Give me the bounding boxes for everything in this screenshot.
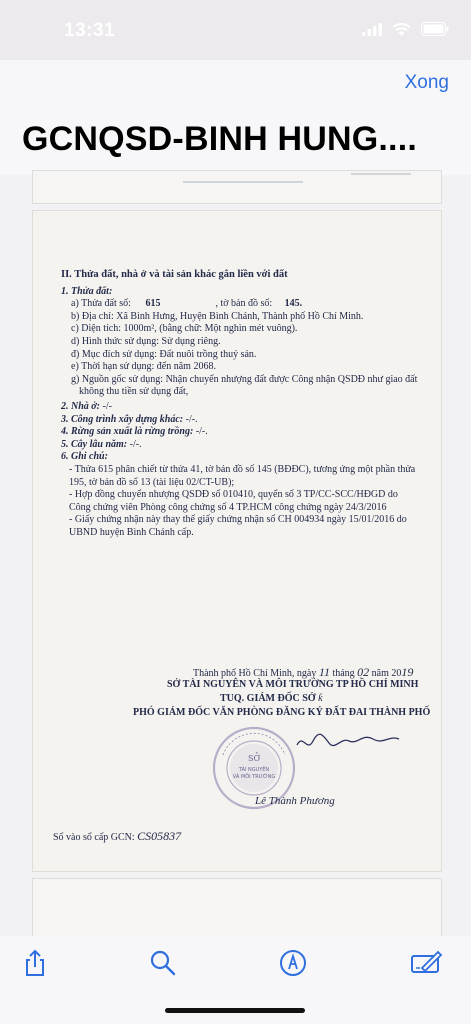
cellular-signal-icon <box>362 23 382 36</box>
battery-icon <box>421 22 449 36</box>
note-2-cont: Công chứng viên Phòng công chứng số 4 TP.HCM công chứng ngày 24/3/2016 <box>69 501 387 513</box>
previous-page-thumbnail[interactable] <box>32 170 442 204</box>
nav-bar <box>0 60 471 175</box>
perennial-label: 5. Cây lâu năm: <box>61 438 128 450</box>
page-fragment-line <box>351 173 411 175</box>
markup-icon[interactable] <box>278 948 308 978</box>
house-value: -/- <box>99 400 112 412</box>
next-page-thumbnail[interactable] <box>32 878 442 940</box>
map-sheet-label: , tờ bản đồ số: <box>215 298 273 310</box>
status-icons <box>362 22 449 36</box>
edit-icon[interactable] <box>410 948 444 978</box>
bottom-toolbar <box>0 936 471 1024</box>
share-icon[interactable] <box>20 948 50 978</box>
area-line: c) Diện tích: 1000m², (bằng chữ: Một nghìn mét vuông). <box>71 323 298 335</box>
svg-text:TÀI NGUYÊN: TÀI NGUYÊN <box>238 767 270 773</box>
certificate-register-value: CS05837 <box>137 829 182 843</box>
note-1-cont: 195, tờ bản đồ số 13 (tài liệu 02/CT-UB); <box>69 476 235 488</box>
issuing-organization: SỞ TÀI NGUYÊN VÀ MÔI TRƯỜNG TP HỒ CHÍ MINH <box>167 679 419 690</box>
issue-year: 19 <box>401 665 414 679</box>
note-3-cont: UBND huyện Bình Chánh cấp. <box>69 526 194 538</box>
other-works-label: 3. Công trình xây dựng khác: <box>61 413 184 425</box>
authorization-text: TUQ. GIÁM ĐỐC SỞ <box>220 693 316 704</box>
notes-heading: 6. Ghi chú: <box>61 451 108 463</box>
parcel-number-label: a) Thửa đất số: <box>71 298 131 310</box>
signer-name: Lê Thành Phương <box>255 795 335 807</box>
other-works-line <box>61 414 433 427</box>
perennial-line <box>61 439 433 452</box>
map-sheet-value: 145. <box>284 298 303 310</box>
document-title: GCNQSD-BINH HUNG.... <box>22 120 417 158</box>
issue-year-label: năm 20 <box>371 668 402 679</box>
issue-place: Thành phố Hồ Chí Minh, ngày <box>193 668 317 679</box>
forest-value: -/-. <box>193 426 208 438</box>
note-1: - Thửa 615 phân chiết từ thửa 41, tờ bản đồ số 145 (BĐĐC), tương ứng một phần thửa <box>69 463 416 475</box>
house-label: 2. Nhà ở: <box>61 400 100 412</box>
forest-line <box>61 426 433 439</box>
issue-month-label: tháng <box>332 668 355 679</box>
svg-text:VÀ MÔI TRƯỜNG: VÀ MÔI TRƯỜNG <box>232 774 276 780</box>
note-2: - Hợp đồng chuyển nhượng QSDĐ số 010410, quyển số 3 TP/CC-SCC/HĐGD do <box>69 489 398 501</box>
document-page[interactable] <box>32 210 442 872</box>
status-time: 13:31 <box>64 20 116 41</box>
note-3: - Giấy chứng nhận này thay thế giấy chứng nhận số CH 004934 ngày 15/01/2016 do <box>69 514 407 526</box>
parcel-number-line <box>61 298 433 311</box>
perennial-value: -/-. <box>127 438 142 450</box>
search-icon[interactable] <box>148 948 178 978</box>
issue-month: 02 <box>357 665 370 679</box>
document-body <box>61 269 433 539</box>
signer-position: PHÓ GIÁM ĐỐC VĂN PHÒNG ĐĂNG KÝ ĐẤT ĐAI THÀNH PHỐ <box>133 707 431 718</box>
section-land-parcel: 1. Thửa đất: <box>61 285 113 297</box>
issue-date-line <box>193 665 413 680</box>
parcel-number-value: 615 <box>145 298 161 310</box>
certificate-register-label: Số vào sổ cấp GCN: <box>53 832 135 843</box>
wifi-icon <box>392 22 411 36</box>
page-fragment-line <box>183 181 303 183</box>
house-line <box>61 401 433 414</box>
usage-term-line: e) Thời hạn sử dụng: đến năm 2068. <box>71 361 216 373</box>
usage-form-line: d) Hình thức sử dụng: Sử dụng riêng. <box>71 335 221 347</box>
handwritten-signature <box>293 727 403 757</box>
forest-label: 4. Rừng sản xuất là rừng trồng: <box>61 426 194 438</box>
origin-line: g) Nguồn gốc sử dụng: Nhận chuyển nhượng đất được Công nhận QSDĐ như giao đất <box>71 373 418 385</box>
status-bar <box>0 0 471 60</box>
home-indicator <box>165 1008 305 1013</box>
certificate-register-line <box>53 829 181 844</box>
address-line: b) Địa chỉ: Xã Bình Hưng, Huyện Bình Chánh, Thành phố Hồ Chí Minh. <box>71 310 364 322</box>
done-button[interactable]: Xong <box>404 72 449 93</box>
usage-purpose-line: đ) Mục đích sử dụng: Đất nuôi trồng thuỷ sản. <box>71 348 257 360</box>
section-heading: II. Thửa đất, nhà ở và tài sản khác gắn liền với đất <box>61 269 288 280</box>
svg-text:SỞ: SỞ <box>247 754 261 763</box>
other-works-value: -/-. <box>183 413 198 425</box>
origin-line-cont: không thu tiền sử dụng đất, <box>79 386 189 398</box>
authorization-line: TUQ. GIÁM ĐỐC SỞ ƙ <box>220 693 323 704</box>
issue-day: 11 <box>318 665 330 679</box>
